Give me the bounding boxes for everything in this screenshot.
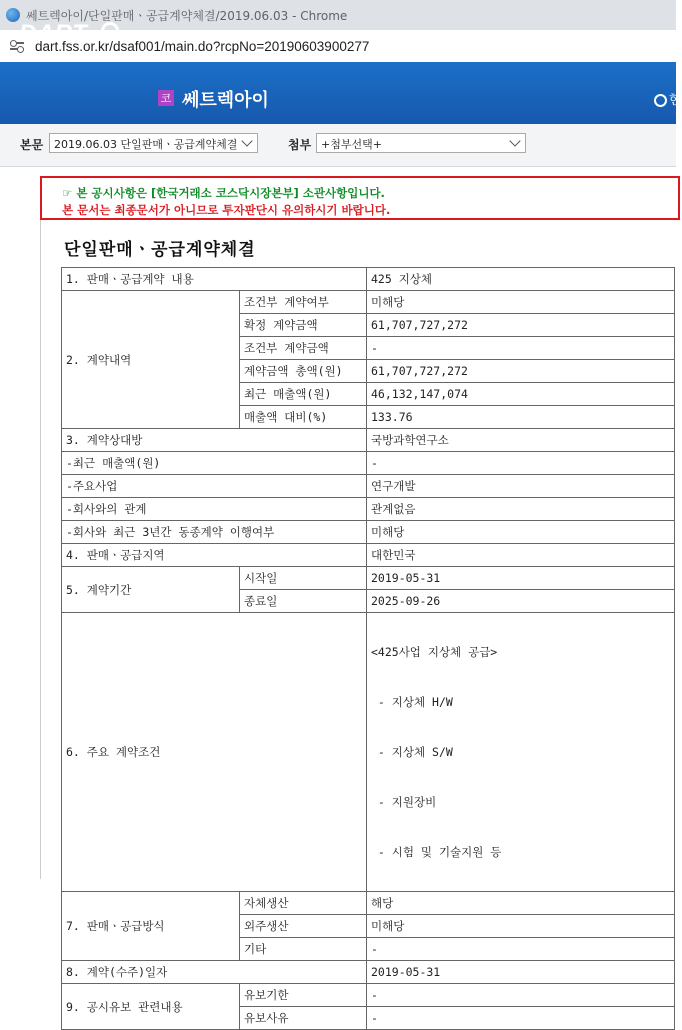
tab-title: 쎄트렉아이/단일판매ㆍ공급계약체결/2019.06.03 - Chrome [26,8,348,23]
table-row [62,613,675,892]
sub-label: 조건부 계약여부 [240,291,367,314]
row-value: - [367,938,675,961]
table-row [62,544,675,567]
sub-label: 유보사유 [240,1007,367,1030]
dart-logo[interactable]: DART [19,20,88,47]
row-value: 연구개발 [367,475,675,498]
contract-table [61,267,675,1030]
contract-term-line: - 지상체 H/W [371,695,453,709]
row-value: 2019-05-31 [367,567,675,590]
notice-line-2: 본 문서는 최종문서가 아니므로 투자판단시 유의하시기 바랍니다. [62,203,391,217]
row-label: 7. 판매ㆍ공급방식 [62,892,240,961]
row-label: -최근 매출액(원) [62,452,367,475]
row-value: 대한민국 [367,544,675,567]
row-label: 3. 계약상대방 [62,429,367,452]
row-value: - [367,984,675,1007]
disclosure-notice [40,176,680,220]
row-value: - [367,1007,675,1030]
row-value: - [367,337,675,360]
row-label: 6. 주요 계약조건 [62,613,367,892]
row-value: 46,132,147,074 [367,383,675,406]
contract-term-line: - 시험 및 기술지원 등 [371,845,502,859]
chevron-down-icon [241,135,252,146]
sub-label: 유보기한 [240,984,367,1007]
row-label: 4. 판매ㆍ공급지역 [62,544,367,567]
chevron-down-icon [509,135,520,146]
main-doc-select[interactable] [49,133,258,153]
sub-label: 외주생산 [240,915,367,938]
row-value: 425 지상체 [367,268,675,291]
table-row [62,475,675,498]
main-doc-label: 본문 [20,138,44,152]
sub-label: 매출액 대비(%) [240,406,367,429]
contract-term-line: - 지원장비 [371,795,437,809]
row-value: 미해당 [367,291,675,314]
row-value: 미해당 [367,915,675,938]
row-value: 61,707,727,272 [367,360,675,383]
sub-label: 기타 [240,938,367,961]
contract-term-line: <425사업 지상체 공급> [371,645,498,659]
row-value: 133.76 [367,406,675,429]
row-value: 해당 [367,892,675,915]
row-label: 1. 판매ㆍ공급계약 내용 [62,268,367,291]
table-row [62,567,675,590]
notice-line-1: ☞ 본 공시사항은 [한국거래소 코스닥시장본부] 소관사항입니다. [62,186,385,200]
sub-label: 계약금액 총액(원) [240,360,367,383]
main-doc-select-value: 2019.06.03 단일판매ㆍ공급계약체결 [54,138,238,151]
dart-header [0,62,676,124]
table-row [62,961,675,984]
row-label: 5. 계약기간 [62,567,240,613]
contract-terms-cell [367,613,675,892]
row-label: 8. 계약(수주)일자 [62,961,367,984]
attachment-select[interactable] [316,133,526,153]
table-row [62,892,675,915]
row-label: -회사와의 관계 [62,498,367,521]
table-row [62,498,675,521]
attachment-label: 첨부 [288,138,312,152]
row-label: 2. 계약내역 [62,291,240,429]
table-row [62,521,675,544]
row-value: - [367,452,675,475]
sub-label: 시작일 [240,567,367,590]
sub-label: 확정 계약금액 [240,314,367,337]
row-label: 9. 공시유보 관련내용 [62,984,240,1030]
contract-term-line: - 지상체 S/W [371,745,453,759]
row-label: -회사와 최근 3년간 동종계약 이행여부 [62,521,367,544]
sub-label: 조건부 계약금액 [240,337,367,360]
header-right-link[interactable] [654,89,682,108]
table-row [62,268,675,291]
attachment-select-value: +첨부선택+ [321,138,382,151]
row-value: 2025-09-26 [367,590,675,613]
sub-label: 자체생산 [240,892,367,915]
corp-market-badge: 코 [158,90,174,106]
row-label: -주요사업 [62,475,367,498]
site-favicon-icon [6,8,20,22]
sub-label: 종료일 [240,590,367,613]
corp-name: 쎄트렉아이 [182,90,269,111]
dart-logo-mark-icon [101,22,119,40]
table-row [62,984,675,1007]
header-right-text: 한 [669,93,682,108]
sub-label: 최근 매출액(원) [240,383,367,406]
report-title: 단일판매ㆍ공급계약체결 [64,240,256,260]
table-row [62,429,675,452]
row-value: 61,707,727,272 [367,314,675,337]
circle-icon [654,94,667,107]
url-text[interactable]: dart.fss.or.kr/dsaf001/main.do?rcpNo=20190603900277 [35,38,370,54]
table-row [62,452,675,475]
table-row [62,291,675,314]
row-value: 관계없음 [367,498,675,521]
row-value: 미해당 [367,521,675,544]
document-border [40,176,41,879]
row-value: 국방과학연구소 [367,429,675,452]
row-value: 2019-05-31 [367,961,675,984]
